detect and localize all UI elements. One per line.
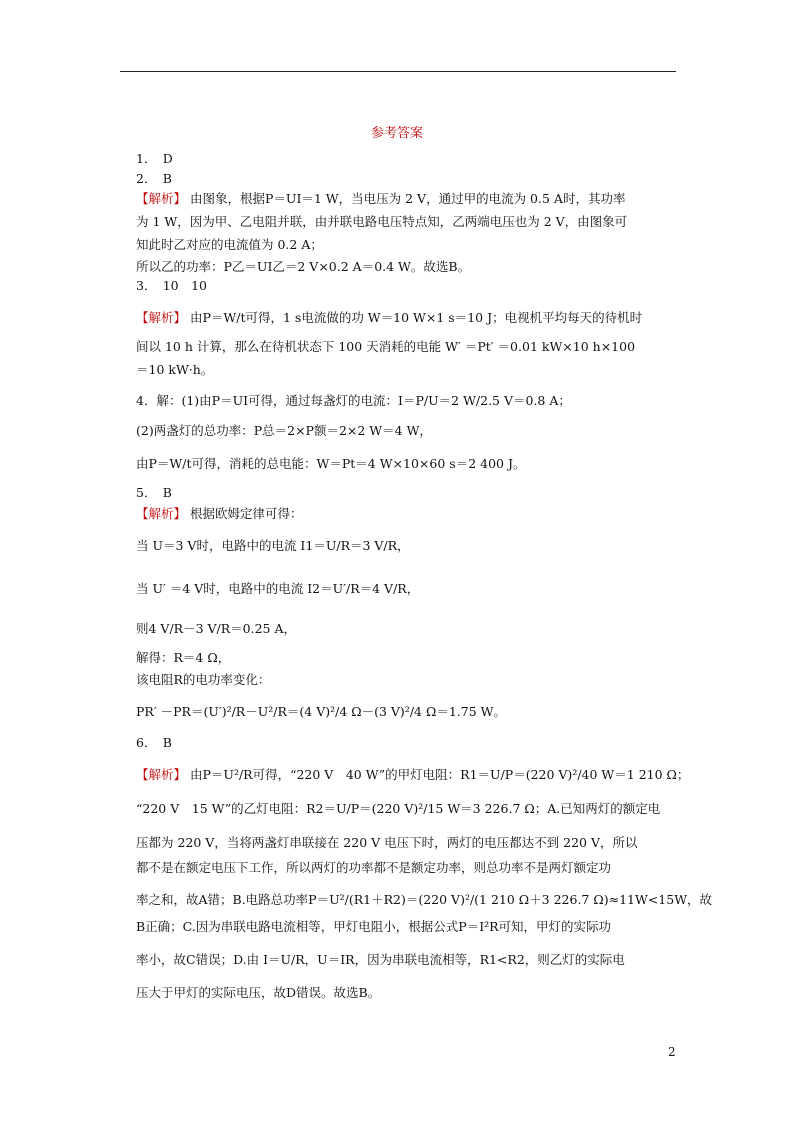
answer-line: 为 1 W，因为甲、乙电阻并联，由并联电路电压特点知，乙两端电压也为 2 V，由图象可 <box>136 214 628 229</box>
answer-line: 5． B <box>136 485 172 500</box>
answer-line: PR′ －PR＝(U′)²/R－U²/R＝(4 V)²/4 Ω－(3 V)²/4 Ω＝1.75 W。 <box>136 704 506 719</box>
answer-line: 都不是在额定电压下工作，所以两灯的功率都不是额定功率，则总功率不是两灯额定功 <box>136 860 612 875</box>
answer-line: 【解析】 根据欧姆定律可得： <box>136 506 303 521</box>
answer-line: 率之和，故A错；B.电路总功率P＝U²/(R1＋R2)＝(220 V)²/(1 210 Ω＋3 226.7 Ω)≈11W<15W，故 <box>136 892 713 907</box>
answer-line: 由P＝W/t可得，消耗的总电能：W＝Pt＝4 W×10×60 s＝2 400 J。 <box>136 456 526 471</box>
answer-line: 3． 10 10 <box>136 278 208 293</box>
answer-line: 则4 V/R－3 V/R＝0.25 A， <box>136 621 296 636</box>
answer-line: 率小，故C错误；D.由 I＝U/R，U＝IR，因为串联电流相等，R1<R2，则乙灯的实际电 <box>136 952 625 967</box>
answer-line: 解得：R＝4 Ω， <box>136 650 231 665</box>
page-number: 2 <box>668 1045 676 1059</box>
answer-line: 【解析】 由图象，根据P＝UI＝1 W，当电压为 2 V，通过甲的电流为 0.5 A时，其功率 <box>136 191 626 206</box>
answer-line: 当 U′ ＝4 V时，电路中的电流 I2＝U′/R＝4 V/R， <box>136 581 420 596</box>
analysis-label: 【解析】 <box>136 191 187 206</box>
answer-line: 所以乙的功率：P乙＝UI乙＝2 V×0.2 A＝0.4 W。故选B。 <box>136 259 471 274</box>
answer-line: 2． B <box>136 171 172 186</box>
analysis-label: 【解析】 <box>136 310 187 325</box>
answer-line: (2)两盏灯的总功率：P总＝2×P额＝2×2 W＝4 W， <box>136 423 432 438</box>
analysis-label: 【解析】 <box>136 767 187 782</box>
answer-line: 间以 10 h 计算，那么在待机状态下 100 天消耗的电能 W′ ＝Pt′ ＝0.01 kW×10 h×100 <box>136 339 636 354</box>
answer-line: 6． B <box>136 735 172 750</box>
answer-line: 压大于甲灯的实际电压，故D错误。故选B。 <box>136 985 381 1000</box>
answer-line: “220 V 15 W”的乙灯电阻：R2＝U/P＝(220 V)²/15 W＝3 226.7 Ω；A.已知两灯的额定电 <box>136 801 661 816</box>
answer-line: 知此时乙对应的电流值为 0.2 A； <box>136 237 323 252</box>
page-title: 参考答案 <box>370 126 423 141</box>
answer-line: 1． D <box>136 151 173 166</box>
analysis-label: 【解析】 <box>136 506 187 521</box>
answer-line: 4．解：(1)由P＝UI可得，通过每盏灯的电流：I＝P/U＝2 W/2.5 V＝0.8 A； <box>136 393 571 408</box>
answer-line: B正确；C.因为串联电路电流相等，甲灯电阻小，根据公式P＝I²R可知，甲灯的实际功 <box>136 919 612 934</box>
answer-line: 当 U＝3 V时，电路中的电流 I1＝U/R＝3 V/R， <box>136 538 410 553</box>
answer-line: 该电阻R的电功率变化： <box>136 672 271 687</box>
answer-line: 压都为 220 V，当将两盏灯串联接在 220 V 电压下时，两灯的电压都达不到 220 V，所以 <box>136 835 638 850</box>
answer-line: ＝10 kW·h。 <box>136 362 214 377</box>
answer-line: 【解析】 由P＝U²/R可得，“220 V 40 W”的甲灯电阻：R1＝U/P＝(220 V)²/40 W＝1 210 Ω； <box>136 767 690 782</box>
answer-line: 【解析】 由P＝W/t可得，1 s电流做的功 W＝10 W×1 s＝10 J；电视机平均每天的待机时 <box>136 310 643 325</box>
header-rule <box>120 71 676 72</box>
